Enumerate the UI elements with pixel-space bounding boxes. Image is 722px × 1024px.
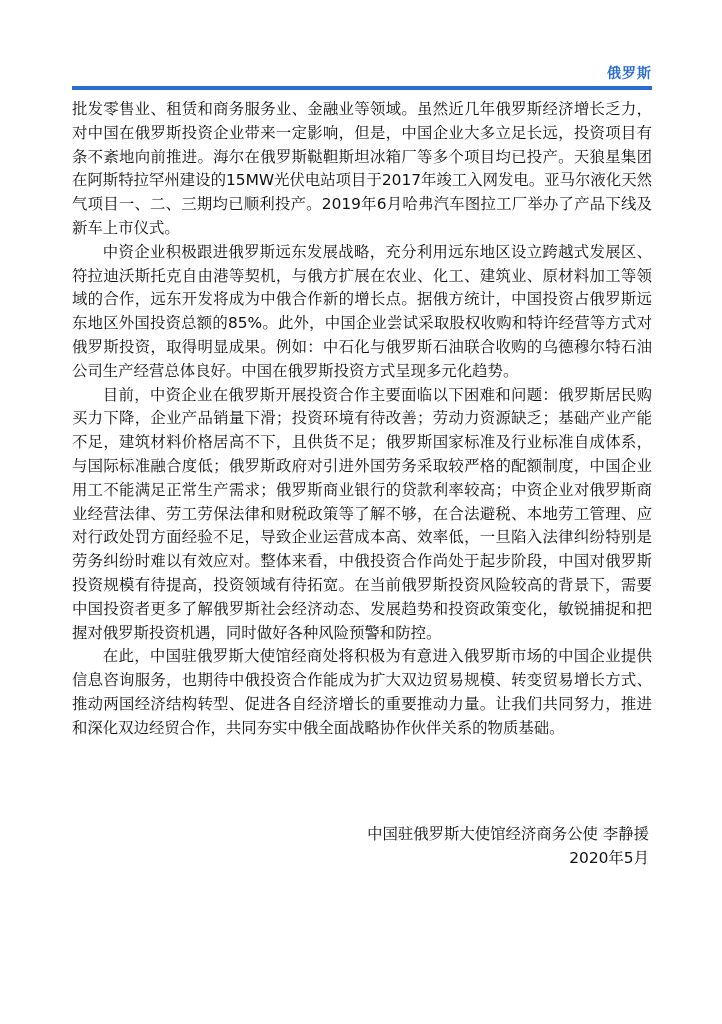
- paragraph-3: 目前，中资企业在俄罗斯开展投资合作主要面临以下困难和问题：俄罗斯居民购买力下降，企业产品销量下滑；投资环境有待改善；劳动力资源缺乏；基础产业产能不足，建筑材料价格居高不下，且供货不足；俄罗斯国家标准及行业标准自成体系，与国际标准融合度低；俄罗斯政府对引进外国劳务采取较严格的配额制度，中国企业用工不能满足正常生产需求；俄罗斯商业银行的贷款利率较高；中资企业对俄罗斯商业经营法律、劳工劳保法律和财税政策等了解不够，在合法避税、本地劳工管理、应对行政处罚方面经验不足，导致企业运营成本高、效率低，一旦陷入法律纠纷特别是劳务纠纷时难以有效应对。整体来看，中俄投资合作尚处于起步阶段，中国对俄罗斯投资规模有待提高，投资领域有待拓宽。在当前俄罗斯投资风险较高的背景下，需要中国投资者更多了解俄罗斯社会经济动态、发展趋势和投资政策变化，敏锐捕捉和把握对俄罗斯投资机遇，同时做好各种风险预警和防控。: [72, 385, 652, 642]
- header-title: 俄罗斯: [607, 66, 652, 82]
- page-header: [72, 60, 652, 92]
- body-text: [72, 98, 652, 741]
- signature-block: [367, 822, 649, 870]
- paragraph-1: 批发零售业、租赁和商务服务业、金融业等领域。虽然近几年俄罗斯经济增长乏力，对中国在俄罗斯投资企业带来一定影响，但是，中国企业大多立足长远，投资项目有条不紊地向前推进。海尔在俄罗斯鞑靼斯坦冰箱厂等多个项目均已投产。天狼星集团在阿斯特拉罕州建设的15MW光伏电站项目于2017年竣工入网发电。亚马尔液化天然气项目一、二、三期均已顺利投产。2019年6月哈弗汽车图拉工厂举办了产品下线及新车上市仪式。: [72, 100, 652, 237]
- signature-author: 中国驻俄罗斯大使馆经济商务公使 李静援: [367, 825, 649, 843]
- paragraph-4: 在此，中国驻俄罗斯大使馆经商处将积极为有意进入俄罗斯市场的中国企业提供信息咨询服务，也期待中俄投资合作能成为扩大双边贸易规模、转变贸易增长方式、推动两国经济结构转型、促进各自经济增长的重要推动力量。让我们共同努力，推进和深化双边经贸合作，共同夯实中俄全面战略协作伙伴关系的物质基础。: [72, 647, 652, 737]
- header-rule: [72, 86, 652, 90]
- signature-date: 2020年5月: [569, 849, 649, 867]
- paragraph-2: 中资企业积极跟进俄罗斯远东发展战略，充分利用远东地区设立跨越式发展区、符拉迪沃斯托克自由港等契机，与俄方扩展在农业、化工、建筑业、原材料加工等领域的合作，远东开发将成为中俄合作新的增长点。据俄方统计，中国投资占俄罗斯远东地区外国投资总额的85%。此外，中国企业尝试采取股权收购和特许经营等方式对俄罗斯投资，取得明显成果。例如：中石化与俄罗斯石油联合收购的乌德穆尔特石油公司生产经营总体良好。中国在俄罗斯投资方式呈现多元化趋势。: [72, 242, 652, 380]
